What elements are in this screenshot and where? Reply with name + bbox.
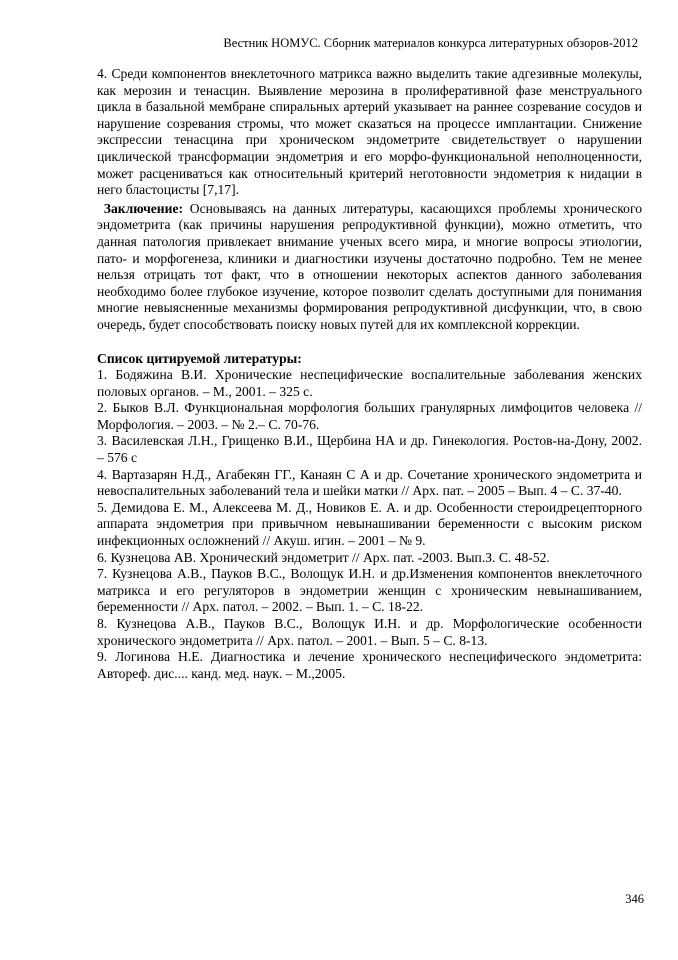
conclusion-label: Заключение: (103, 200, 184, 216)
reference-item: 2. Быков В.Л. Функциональная морфология больших гранулярных лимфоцитов человека //Морфология. – 2003. – № 2.– С. 70-76. (97, 400, 642, 432)
conclusion-text: Основываясь на данных литературы, касающихся проблемы хронического эндометрита (как причины нарушения репродуктивной функции), можно отметить, что данная патология привлекает внимание ученых всего мира, и многие вопросы этиологии, пато- и морфогенеза, клиники и диагностики изучены достаточно подробно. Тем не менее нельзя отрицать тот факт, что в отношении некоторых аспектов данного заболевания необходимо более глубокое изучение, которое позволит сделать доступными для понимания многие невыясненные механизмы формирования репродуктивной дисфункции, что, в свою очередь, будет способствовать поиску новых путей для их комплексной коррекции. (97, 200, 642, 332)
reference-item: 7. Кузнецова А.В., Пауков В.С., Волощук И.Н. и др.Изменения компонентов внеклеточного матрикса и его регуляторов в эндометрии женщин с хроническим невынашиванием, беременности // Арх. патол. – 2002. – Вып. 1. – С. 18-22. (97, 566, 642, 615)
reference-item: 6. Кузнецова АВ. Хронический эндометрит // Арх. пат. -2003. Вып.З. С. 48-52. (97, 549, 550, 565)
reference-item: 9. Логинова Н.Е. Диагностика и лечение хронического неспецифического эндометрита: Автореф. дис.... канд. мед. наук. – М.,2005. (97, 649, 642, 681)
article-body (97, 66, 642, 682)
references-heading: Список цитируемой литературы: (97, 350, 302, 366)
paragraph-adhesive-molecules: 4. Среди компонентов внеклеточного матрикса важно выделить такие адгезивные молекулы, как мерозин и тенасцин. Выявление мерозина в пролиферативной фазе менструального цикла в базальной мембране спиральных артерий указывает на раннее созревание сосудов и нарушение созревания стромы, что может сказаться на процессе имплантации. Снижение экспрессии тенасцина при хроническом эндометрите свидетельствует о нарушении циклической трансформации эндометрия и его морфо-функциональной неполноценности, может расцениваться как относительный критерий неготовности эндометрия к нидации в него бластоцисты [7,17]. (97, 66, 642, 198)
reference-item: 4. Вартазарян Н.Д., Агабекян ГГ., Канаян С А и др. Сочетание хронического эндометрита и невоспалительных заболеваний тела и шейки матки // Арх. пат. – 2005 – Вып. 4 – С. 37-40. (97, 466, 642, 499)
conclusion-paragraph (97, 201, 642, 334)
reference-item: 8. Кузнецова А.В., Пауков В.С., Волощук И.Н. и др. Морфологические особенности хронического эндометрита // Арх. патол. – 2001. – Вып. 5 – С. 8-13. (97, 616, 642, 648)
running-header: Вестник НОМУС. Сборник материалов конкурса литературных обзоров-2012 (223, 36, 638, 50)
page-number: 346 (625, 892, 644, 906)
reference-item: 1. Бодяжина В.И. Хронические неспецифические воспалительные заболевания женских половых органов. – М., 2001. – 325 с. (97, 367, 642, 399)
reference-item: 3. Василевская Л.Н., Грищенко В.И., Щербина НА и др. Гинекология. Ростов-на-Дону, 2002. – 576 с (97, 433, 642, 466)
reference-item: 5. Демидова Е. М., Алексеева М. Д., Новиков Е. А. и др. Особенности стероидрецепторного аппарата эндометрия при привычном невынашивании беременности с высоким риском инфекционных осложнений // Акуш. игин. – 2001 – № 9. (97, 499, 642, 549)
